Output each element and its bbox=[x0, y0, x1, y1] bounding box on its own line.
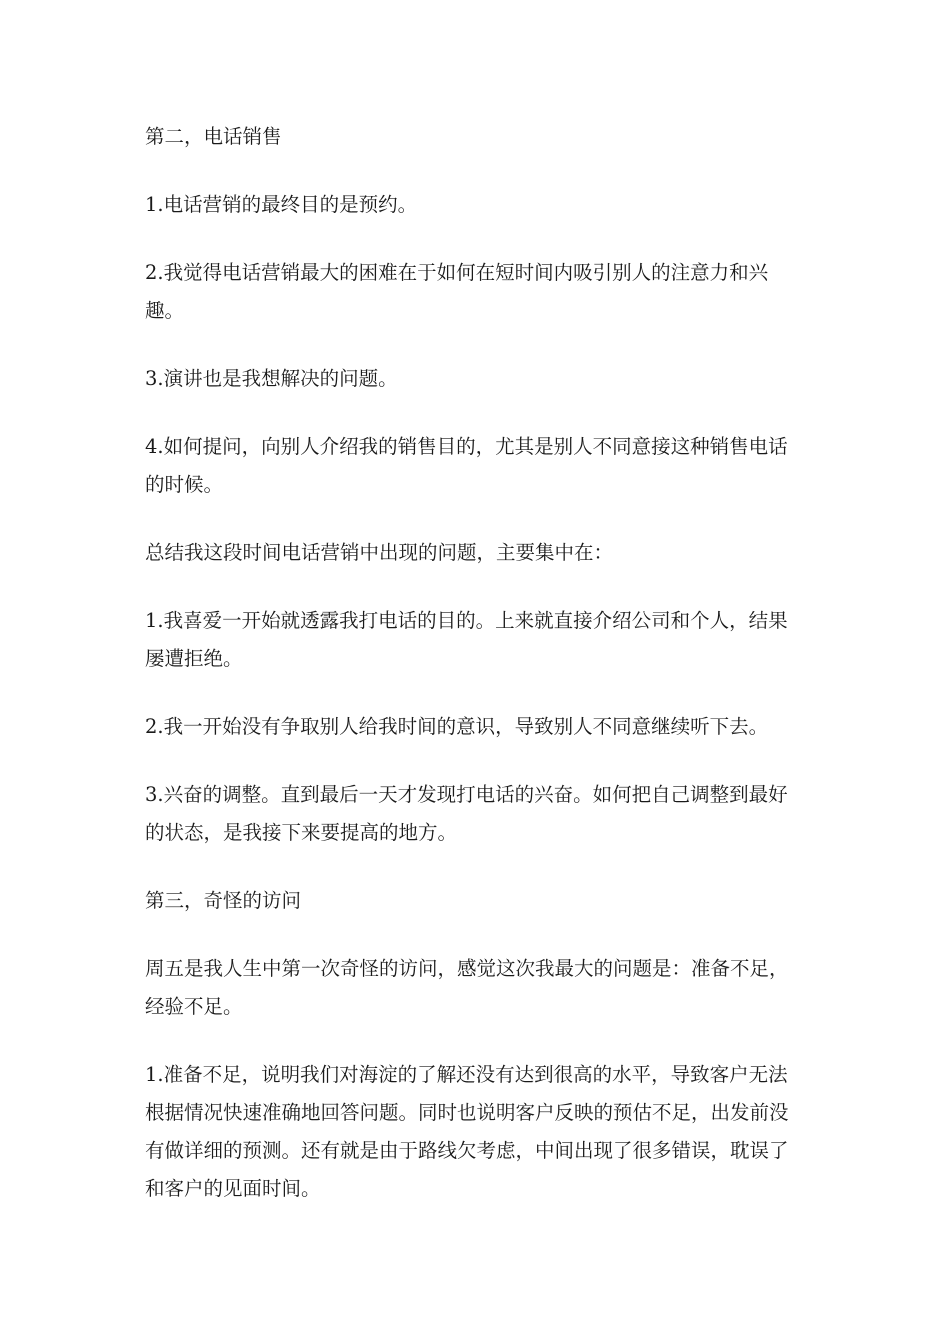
intro-paragraph: 周五是我人生中第一次奇怪的访问，感觉这次我最大的问题是：准备不足，经验不足。 bbox=[145, 957, 789, 1018]
summary-paragraph: 总结我这段时间电话营销中出现的问题，主要集中在： bbox=[145, 541, 614, 564]
list-item: 1.电话营销的最终目的是预约。 bbox=[145, 193, 418, 216]
list-item: 3.兴奋的调整。直到最后一天才发现打电话的兴奋。如何把自己调整到最好的状态，是我接下来要提高的地方。 bbox=[145, 783, 788, 844]
list-item: 2.我觉得电话营销最大的困难在于如何在短时间内吸引别人的注意力和兴趣。 bbox=[145, 261, 769, 322]
list-item: 4.如何提问，向别人介绍我的销售目的，尤其是别人不同意接这种销售电话的时候。 bbox=[145, 435, 788, 496]
section-heading-telephone-sales: 第二，电话销售 bbox=[145, 125, 282, 148]
list-item: 1.我喜爱一开始就透露我打电话的目的。上来就直接介绍公司和个人，结果屡遭拒绝。 bbox=[145, 609, 788, 670]
document-body bbox=[145, 118, 805, 1238]
list-item: 2.我一开始没有争取别人给我时间的意识，导致别人不同意继续听下去。 bbox=[145, 715, 769, 738]
list-item: 1.准备不足，说明我们对海淀的了解还没有达到很高的水平，导致客户无法根据情况快速准确地回答问题。同时也说明客户反映的预估不足，出发前没有做详细的预测。还有就是由于路线欠考虑，中间出现了很多错误，耽误了和客户的见面时间。 bbox=[145, 1063, 789, 1200]
section-heading-visit: 第三，奇怪的访问 bbox=[145, 889, 302, 912]
list-item: 3.演讲也是我想解决的问题。 bbox=[145, 367, 398, 390]
